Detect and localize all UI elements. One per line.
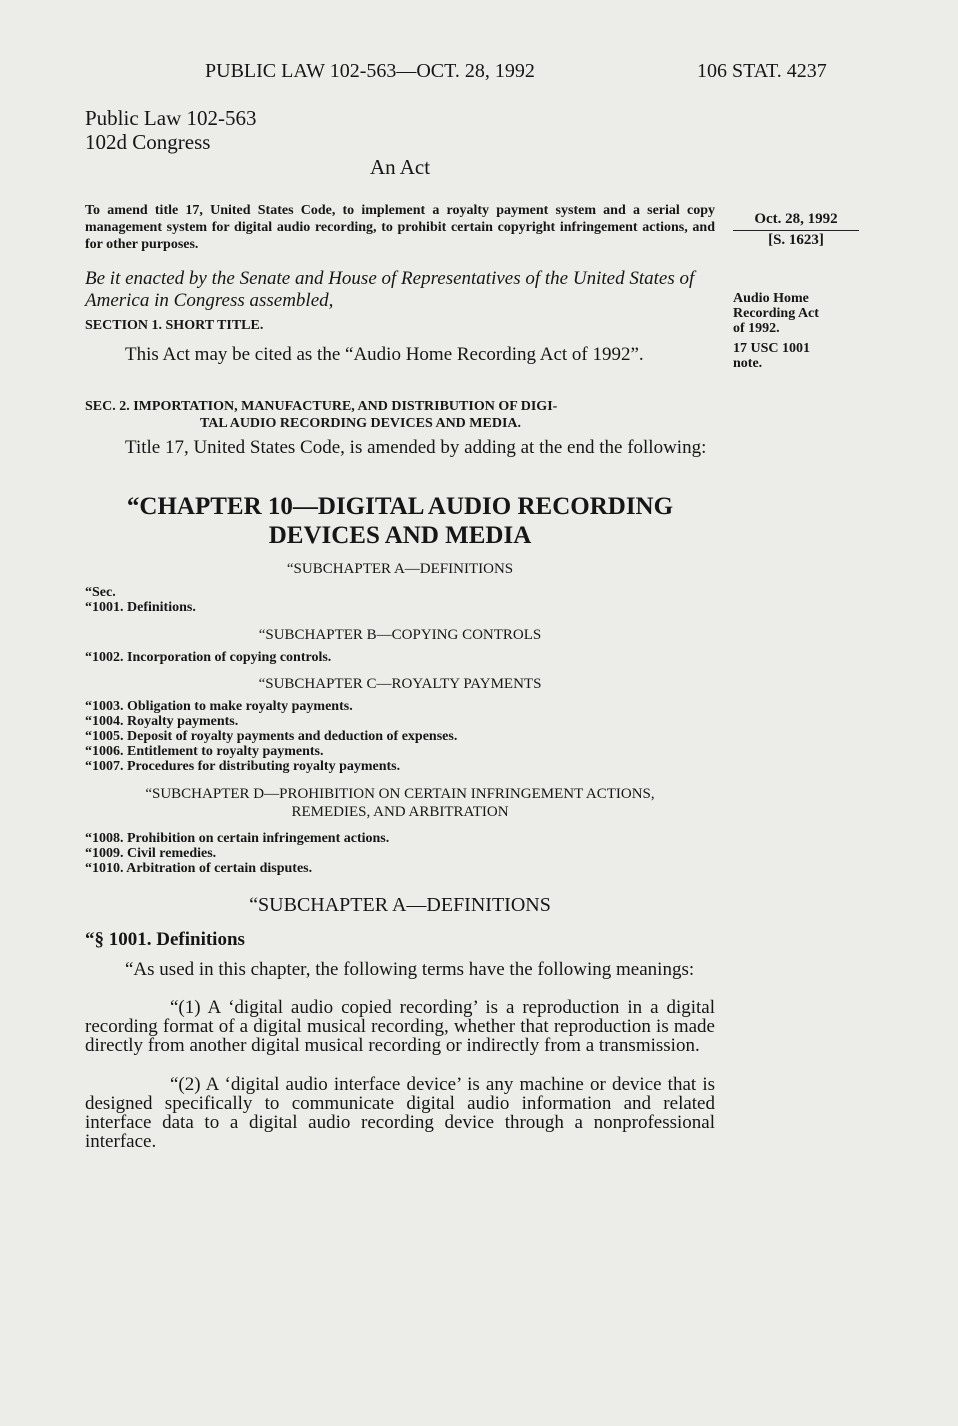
- margin-note-short-title: [733, 291, 819, 336]
- enactment-date: Oct. 28, 1992: [733, 210, 859, 231]
- heading-line: SEC. 2. IMPORTATION, MANUFACTURE, AND DISTRIBUTION OF DIGI-: [85, 399, 558, 414]
- toc-entry: “1009. Civil remedies.: [85, 846, 217, 861]
- toc-subchapter-d: [85, 831, 389, 876]
- law-identifier: [85, 106, 256, 154]
- margin-date-note: [733, 210, 859, 249]
- toc-entry: “1008. Prohibition on certain infringement actions.: [85, 831, 390, 846]
- subchapter-a-heading: “SUBCHAPTER A—DEFINITIONS: [249, 894, 551, 916]
- margin-note-line: note.: [733, 356, 763, 371]
- heading-line: REMEDIES, AND ARBITRATION: [291, 804, 509, 820]
- heading-line: TAL AUDIO RECORDING DEVICES AND MEDIA.: [200, 416, 522, 431]
- toc-entry: “1006. Entitlement to royalty payments.: [85, 744, 324, 759]
- toc-subchapter-b: [85, 650, 331, 665]
- running-header: PUBLIC LAW 102-563—OCT. 28, 1992: [205, 60, 535, 82]
- chapter-title-line: DEVICES AND MEDIA: [268, 522, 532, 549]
- congress-number: 102d Congress: [85, 130, 211, 154]
- margin-note-line: Audio Home: [733, 291, 809, 306]
- subchapter-d-toc-heading: [85, 785, 715, 821]
- section1-heading: SECTION 1. SHORT TITLE.: [85, 318, 264, 333]
- definitions-intro: “As used in this chapter, the following terms have the following meanings:: [125, 959, 695, 980]
- toc-entry: “1002. Incorporation of copying controls.: [85, 650, 332, 665]
- margin-note-line: Recording Act: [733, 306, 819, 321]
- section2-text: Title 17, United States Code, is amended by adding at the end the following:: [125, 437, 707, 458]
- section1-text: This Act may be cited as the “Audio Home Recording Act of 1992”.: [125, 344, 644, 365]
- definition-2: “(2) A ‘digital audio interface device’ is any machine or device that is designed specifically to communicate digital audio information and related interface data to a digital audio recording device through a nonprofessional interface.: [85, 1074, 715, 1152]
- purpose-clause: To amend title 17, United States Code, to implement a royalty payment system and a serial copy management system for digital audio recording, to prohibit certain copyright infringement actions, and for other purposes.: [85, 203, 715, 252]
- toc-entry: “1005. Deposit of royalty payments and deduction of expenses.: [85, 729, 458, 744]
- toc-entry: “1007. Procedures for distributing royalty payments.: [85, 759, 401, 774]
- toc-entry: “1003. Obligation to make royalty payments.: [85, 699, 353, 714]
- toc-entry: “1010. Arbitration of certain disputes.: [85, 861, 313, 876]
- subchapter-b-toc-heading: “SUBCHAPTER B—COPYING CONTROLS: [258, 627, 542, 643]
- heading-line: “SUBCHAPTER D—PROHIBITION ON CERTAIN INFRINGEMENT ACTIONS,: [145, 786, 655, 802]
- section-1001-heading: “§ 1001. Definitions: [85, 929, 245, 950]
- subchapter-a-toc-heading: “SUBCHAPTER A—DEFINITIONS: [286, 561, 514, 577]
- public-law-number: Public Law 102-563: [85, 106, 257, 130]
- section2-heading: [85, 398, 715, 432]
- margin-note-line: of 1992.: [733, 321, 780, 336]
- margin-note-line: 17 USC 1001: [733, 341, 811, 356]
- toc-subchapter-c: [85, 699, 457, 774]
- toc-entry: “1004. Royalty payments.: [85, 714, 239, 729]
- bill-number: [S. 1623]: [768, 232, 824, 248]
- toc-entry: “1001. Definitions.: [85, 600, 196, 615]
- page-citation: 106 STAT. 4237: [697, 60, 827, 82]
- chapter-title-line: “CHAPTER 10—DIGITAL AUDIO RECORDING: [126, 493, 674, 520]
- definition-1: “(1) A ‘digital audio copied recording’ is a reproduction in a digital recording format of a digital musical recording, whether that reproduction is made directly from another digital musical recording or indirectly from a transmission.: [85, 997, 715, 1056]
- act-title: An Act: [369, 155, 431, 179]
- sec-label: “Sec.: [85, 585, 116, 600]
- toc-subchapter-a: [85, 585, 196, 615]
- subchapter-c-toc-heading: “SUBCHAPTER C—ROYALTY PAYMENTS: [258, 676, 542, 692]
- enacting-clause: Be it enacted by the Senate and House of Representatives of the United States of America in Congress assembled,: [85, 268, 695, 311]
- margin-note-usc: [733, 341, 810, 371]
- chapter-title: [85, 492, 715, 550]
